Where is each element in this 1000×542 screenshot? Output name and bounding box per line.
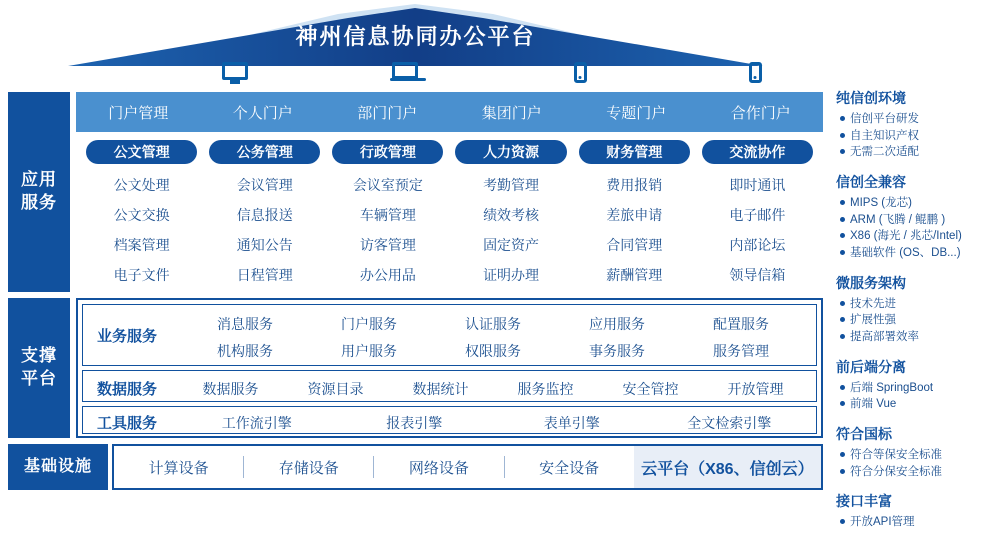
bullet-icon [840,401,845,406]
app-item[interactable]: 即时通讯 [729,177,786,193]
feature-item [836,144,994,161]
feature-item [836,296,994,313]
service-item[interactable]: 门户服务 [341,316,397,332]
bullet-icon [840,519,845,524]
feature-text: ARM (飞腾 / 鲲鹏 ) [850,213,946,226]
app-column-header[interactable]: 公文管理 [86,140,197,164]
feature-text: MIPS (龙芯) [850,197,912,210]
feature-group [836,491,994,531]
bullet-icon [840,217,845,222]
service-item[interactable]: 开放管理 [727,381,784,397]
bullet-icon [840,385,845,390]
app-item[interactable]: 日程管理 [236,267,293,283]
service-item[interactable]: 机构服务 [217,343,273,359]
app-item[interactable]: 领导信箱 [729,267,786,283]
rail-infrastructure [8,444,108,490]
feature-item [836,380,994,397]
portal-cell[interactable]: 合作门户 [730,104,791,122]
feature-text: X86 (海光 / 兆芯/Intel) [850,230,962,243]
app-column-header[interactable]: 公务管理 [209,140,320,164]
feature-group [836,172,994,262]
portal-row [76,92,823,132]
app-item[interactable]: 薪酬管理 [606,267,663,283]
portal-cell[interactable]: 个人门户 [232,104,293,122]
business-services-row-1 [183,314,803,334]
feature-item [836,464,994,481]
bullet-icon [840,317,845,322]
feature-group-title: 接口丰富 [836,493,892,510]
page-title: 神州信息协同办公平台 [295,24,536,49]
rail-support-label: 支撑 平台 [21,346,57,388]
service-item[interactable]: 表单引擎 [543,415,600,431]
tool-services-items [178,413,808,433]
feature-text: 符合分保安全标准 [850,465,942,478]
service-item[interactable]: 事务服务 [589,343,645,359]
bullet-icon [840,233,845,238]
app-item[interactable]: 会议管理 [236,177,293,193]
phone-icon [749,62,762,83]
app-item[interactable]: 公文交换 [113,207,170,223]
laptop-icon [392,62,418,79]
feature-item [836,245,994,262]
feature-text: 无需二次适配 [850,146,919,159]
bullet-icon [840,149,845,154]
service-item[interactable]: 认证服务 [465,316,521,332]
app-item[interactable]: 考勤管理 [483,177,540,193]
infra-item[interactable]: 安全设备 [539,459,600,477]
service-item[interactable]: 数据统计 [412,381,469,397]
feature-text: 自主知识产权 [850,129,919,142]
bullet-icon [840,452,845,457]
bullet-icon [840,133,845,138]
service-item[interactable]: 数据服务 [202,381,259,397]
app-column-header[interactable]: 行政管理 [332,140,443,164]
features-sidebar [836,88,994,542]
service-item[interactable]: 配置服务 [713,316,769,332]
feature-item [836,195,994,212]
rail-support-platform [8,298,70,438]
service-item[interactable]: 资源目录 [307,381,364,397]
app-item[interactable]: 差旅申请 [606,207,663,223]
app-item[interactable]: 档案管理 [113,237,170,253]
feature-text: 开放API管理 [850,516,915,529]
app-item[interactable]: 访客管理 [359,237,416,253]
infra-cloud-platform[interactable]: 云平台（X86、信创云） [634,446,821,488]
data-services-block [82,370,817,402]
tool-services-block [82,406,817,434]
application-services-grid [80,140,819,290]
service-item[interactable]: 用户服务 [341,343,397,359]
service-item[interactable]: 权限服务 [465,343,521,359]
feature-text: 前端 Vue [850,398,897,411]
app-item[interactable]: 信息报送 [236,207,293,223]
data-services-label: 数据服务 [97,381,158,398]
portal-cell[interactable]: 专题门户 [606,104,667,122]
feature-item [836,212,994,229]
feature-text: 提高部署效率 [850,331,919,344]
feature-item [836,111,994,128]
feature-item [836,329,994,346]
service-item[interactable]: 应用服务 [589,316,645,332]
feature-item [836,514,994,531]
portal-cell[interactable]: 门户管理 [108,104,169,122]
app-item[interactable]: 电子文件 [113,267,170,283]
feature-item [836,128,994,145]
app-column-header[interactable]: 人力资源 [455,140,566,164]
business-services-block [82,304,817,366]
app-item[interactable]: 内部论坛 [729,237,786,253]
app-item[interactable]: 证明办理 [483,267,540,283]
service-item[interactable]: 服务管理 [713,343,769,359]
feature-group-title: 纯信创环境 [836,90,906,106]
app-item[interactable]: 会议室预定 [352,177,423,193]
app-item[interactable]: 通知公告 [236,237,293,253]
feature-group-title: 微服务架构 [836,274,906,291]
app-column-header[interactable]: 交流协作 [702,140,813,164]
app-item[interactable]: 合同管理 [606,237,663,253]
service-item[interactable]: 消息服务 [217,316,273,332]
service-item[interactable]: 工作流引擎 [221,415,292,431]
bullet-icon [840,301,845,306]
feature-group-title: 符合国标 [836,426,892,443]
data-services-items [178,379,808,399]
infra-item[interactable]: 计算设备 [148,459,209,477]
infra-item[interactable]: 网络设备 [408,459,469,477]
device-icons-row [85,62,815,92]
service-item[interactable]: 服务监控 [517,381,574,397]
feature-group [836,424,994,480]
app-column-header[interactable]: 财务管理 [579,140,690,164]
rail-infra-label: 基础设施 [23,458,92,476]
bullet-icon [840,469,845,474]
feature-group [836,273,994,346]
service-item[interactable]: 报表引擎 [386,415,443,431]
portal-cell[interactable]: 部门门户 [357,104,418,122]
app-item[interactable]: 公文处理 [113,177,170,193]
feature-item [836,396,994,413]
title-banner [8,4,823,66]
feature-group-title: 信创全兼容 [836,174,906,191]
bullet-icon [840,250,845,255]
rail-application-services [8,92,70,292]
app-item[interactable]: 电子邮件 [729,207,786,223]
feature-text: 扩展性强 [850,314,896,327]
feature-text: 信创平台研发 [850,113,919,125]
app-item[interactable]: 绩效考核 [483,207,540,223]
rail-app-label: 应用 服务 [21,170,57,212]
app-item[interactable]: 车辆管理 [359,207,416,223]
bullet-icon [840,200,845,205]
monitor-icon [222,62,248,80]
feature-item [836,312,994,329]
bullet-icon [840,334,845,339]
service-item[interactable]: 安全管控 [622,381,679,397]
feature-item [836,228,994,245]
infra-item[interactable]: 存储设备 [278,459,339,477]
portal-cell[interactable]: 集团门户 [481,104,542,122]
feature-text: 后端 SpringBoot [850,381,934,394]
feature-group-title: 前后端分离 [836,358,906,375]
infrastructure-row [114,446,821,488]
feature-text: 基础软件 (OS、DB...) [850,247,961,260]
tool-services-label: 工具服务 [97,415,158,432]
bullet-icon [840,116,845,121]
business-services-row-2 [183,341,803,361]
business-services-label: 业务服务 [97,328,158,345]
app-item[interactable]: 固定资产 [483,237,540,253]
feature-text: 技术先进 [850,297,896,310]
feature-group [836,88,994,161]
service-item[interactable]: 全文检索引擎 [687,415,772,431]
tablet-icon [574,62,587,83]
app-item[interactable]: 办公用品 [359,267,416,283]
feature-text: 符合等保安全标准 [850,449,942,462]
app-item[interactable]: 费用报销 [606,177,663,193]
feature-item [836,447,994,464]
feature-group [836,357,994,413]
